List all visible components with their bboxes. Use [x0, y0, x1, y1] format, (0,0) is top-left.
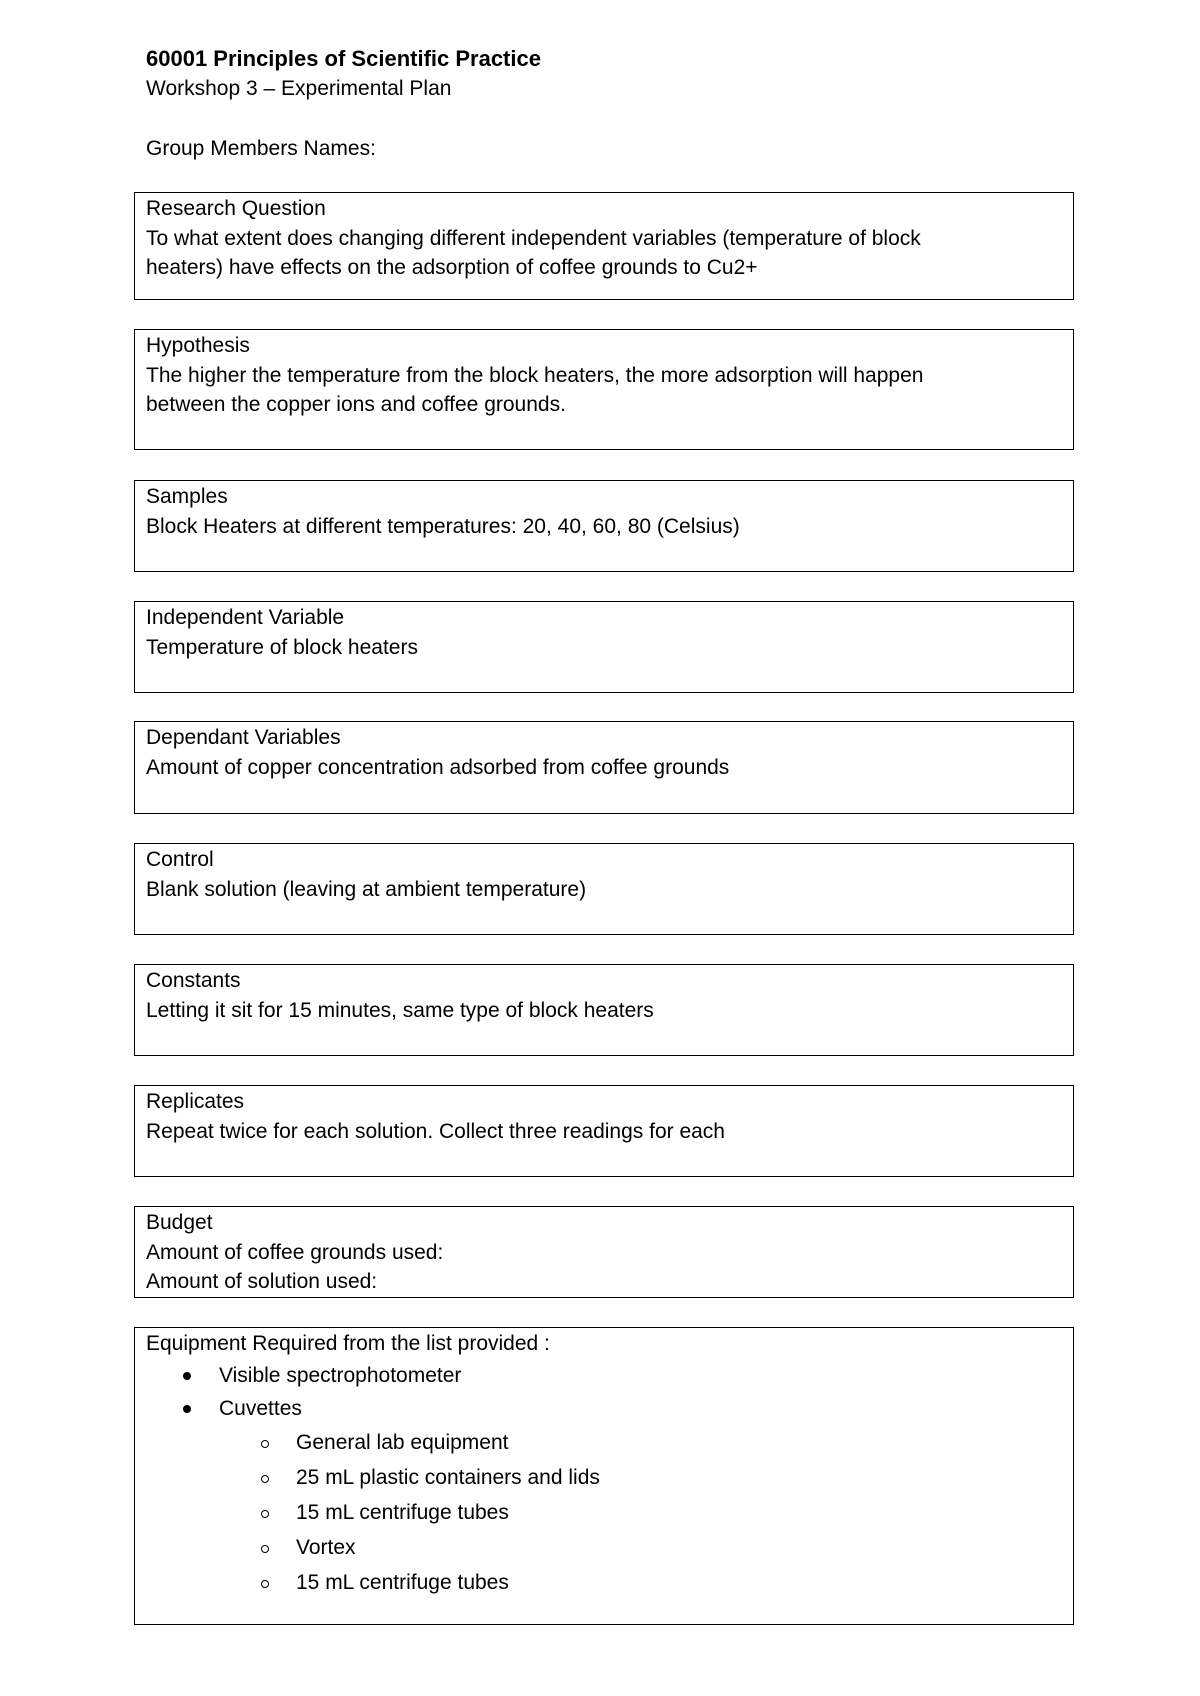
research-question-line-2: heaters) have effects on the adsorption of coffee grounds to Cu2+: [146, 256, 758, 279]
dependant-variables-heading: Dependant Variables: [146, 726, 341, 749]
samples-box: [134, 480, 1074, 572]
budget-line-1: Amount of coffee grounds used:: [146, 1240, 444, 1264]
dependant-variables-line-1: Amount of copper concentration adsorbed from coffee grounds: [146, 755, 730, 779]
hollow-bullet-icon: [261, 1440, 269, 1448]
budget-box: [134, 1206, 1074, 1298]
equipment-sub-item: [146, 1495, 1063, 1530]
document-title: 60001 Principles of Scientific Practice: [146, 46, 541, 71]
hypothesis-box: [134, 329, 1074, 450]
equipment-item: [146, 1392, 1063, 1425]
independent-variable-heading: Independent Variable: [146, 606, 345, 629]
samples-line-1: Block Heaters at different temperatures: 20, 40, 60, 80 (Celsius): [146, 514, 740, 538]
equipment-item-label: Cuvettes: [219, 1396, 302, 1420]
dependant-variables-box: [134, 721, 1074, 814]
hypothesis-line-1: The higher the temperature from the block heaters, the more adsorption will happen: [146, 363, 924, 387]
bullet-icon: [183, 1372, 191, 1380]
replicates-heading: Replicates: [146, 1090, 245, 1113]
equipment-sub-item-label: 25 mL plastic containers and lids: [296, 1465, 600, 1489]
samples-heading: Samples: [146, 485, 228, 508]
hypothesis-line-2: between the copper ions and coffee grounds.: [146, 393, 566, 416]
replicates-box: [134, 1085, 1074, 1177]
document-subtitle: Workshop 3 – Experimental Plan: [146, 77, 452, 100]
budget-heading: Budget: [146, 1211, 213, 1234]
bullet-icon: [183, 1405, 191, 1413]
equipment-list: [146, 1359, 1063, 1425]
equipment-item-label: Visible spectrophotometer: [219, 1363, 462, 1387]
equipment-sub-item: [146, 1530, 1063, 1565]
control-box: [134, 843, 1074, 935]
hollow-bullet-icon: [261, 1580, 269, 1588]
control-heading: Control: [146, 848, 214, 871]
independent-variable-line-1: Temperature of block heaters: [146, 635, 418, 659]
research-question-line-1: To what extent does changing different independent variables (temperature of block: [146, 226, 921, 250]
constants-heading: Constants: [146, 969, 241, 992]
independent-variable-box: [134, 601, 1074, 693]
hollow-bullet-icon: [261, 1510, 269, 1518]
hollow-bullet-icon: [261, 1545, 269, 1553]
equipment-sub-item-label: General lab equipment: [296, 1430, 509, 1454]
equipment-sub-item-label: 15 mL centrifuge tubes: [296, 1500, 509, 1524]
replicates-line-1: Repeat twice for each solution. Collect three readings for each: [146, 1119, 725, 1143]
equipment-sub-item: [146, 1460, 1063, 1495]
equipment-box: [134, 1327, 1074, 1625]
research-question-box: [134, 192, 1074, 300]
equipment-sub-item-label: 15 mL centrifuge tubes: [296, 1570, 509, 1594]
equipment-sub-item: [146, 1425, 1063, 1460]
group-members-label: Group Members Names:: [146, 137, 376, 160]
equipment-sub-item: [146, 1565, 1063, 1600]
hypothesis-heading: Hypothesis: [146, 334, 250, 357]
research-question-heading: Research Question: [146, 197, 326, 220]
hollow-bullet-icon: [261, 1475, 269, 1483]
equipment-heading: Equipment Required from the list provided :: [146, 1332, 550, 1355]
equipment-item: [146, 1359, 1063, 1392]
budget-line-2: Amount of solution used:: [146, 1270, 378, 1293]
constants-box: [134, 964, 1074, 1056]
constants-line-1: Letting it sit for 15 minutes, same type of block heaters: [146, 998, 654, 1022]
equipment-sub-item-label: Vortex: [296, 1535, 356, 1559]
control-line-1: Blank solution (leaving at ambient temperature): [146, 877, 587, 901]
equipment-sub-list: [146, 1425, 1063, 1600]
